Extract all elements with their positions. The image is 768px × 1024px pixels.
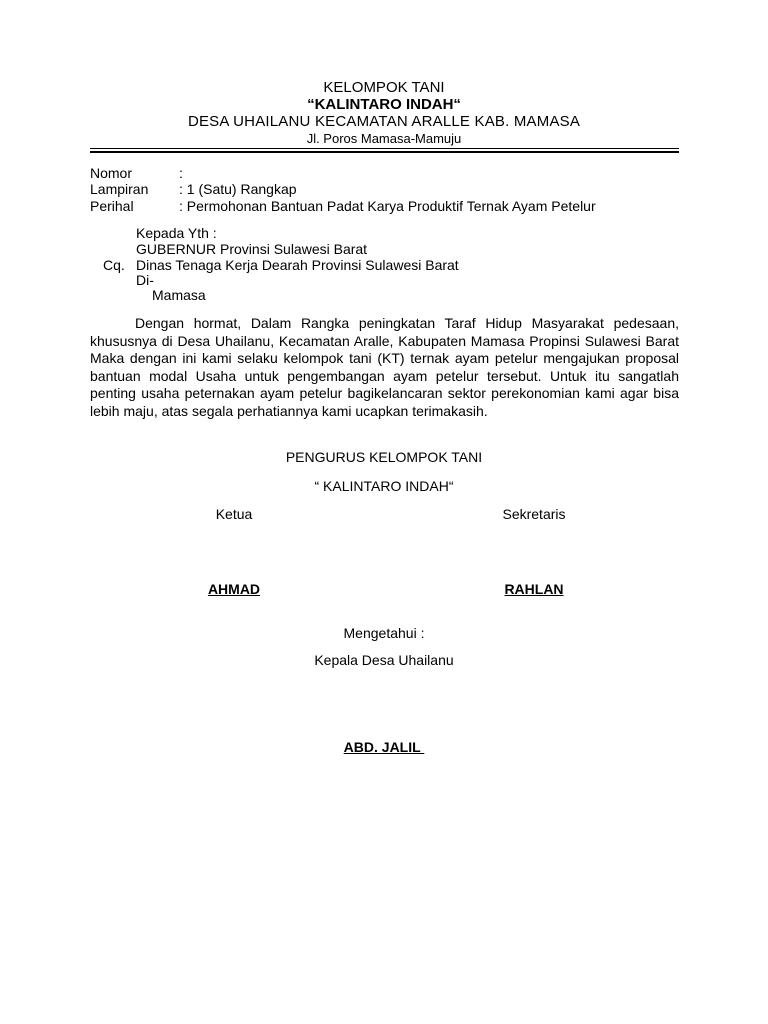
ketua-role: Ketua — [215, 506, 253, 522]
recipient-agency: Dinas Tenaga Kerja Dearah Provinsi Sulawesi Barat — [136, 257, 459, 273]
lampiran-label: Lampiran — [90, 181, 149, 197]
ketua-name: AHMAD — [207, 581, 261, 597]
recipient-governor: GUBERNUR Provinsi Sulawesi Barat — [136, 241, 368, 257]
closing-heading: PENGURUS KELOMPOK TANI — [285, 449, 483, 465]
letterhead-title: KELOMPOK TANI — [323, 79, 445, 96]
closing-group-name: “ KALINTARO INDAH“ — [314, 478, 454, 494]
acknowledged-label: Mengetahui : — [343, 625, 425, 641]
recipient-di: Di- — [136, 272, 154, 288]
lampiran-value: : 1 (Satu) Rangkap — [179, 181, 297, 197]
perihal-value: : Permohonan Bantuan Padat Karya Produktif Ternak Ayam Petelur — [179, 198, 596, 214]
recipient-city: Mamasa — [152, 287, 206, 303]
nomor-value: : — [179, 165, 183, 181]
village-head-role: Kepala Desa Uhailanu — [314, 652, 454, 668]
nomor-label: Nomor — [90, 165, 133, 181]
letterhead-organization: DESA UHAILANU KECAMATAN ARALLE KAB. MAMASA — [187, 113, 581, 130]
sekretaris-name: RAHLAN — [504, 581, 564, 597]
letterhead-divider-thin — [90, 148, 679, 149]
letterhead-divider-thick — [90, 151, 679, 153]
sekretaris-role: Sekretaris — [502, 506, 566, 522]
letterhead-group-name: “KALINTARO INDAH“ — [307, 96, 461, 113]
village-head-name: ABD. JALIL — [343, 739, 425, 755]
letterhead-address: Jl. Poros Mamasa-Mamuju — [306, 131, 462, 146]
recipient-salutation: Kepada Yth : — [136, 225, 217, 241]
letter-body-paragraph: Dengan hormat, Dalam Rangka peningkatan Taraf Hidup Masyarakat pedesaan, khususnya di Desa Uhailanu, Kecamatan Aralle, Kabupaten Mamasa Propinsi Sulawesi Barat Maka dengan ini kami selaku kelompok tani (KT) ternak ayam petelur mengajukan proposal bantuan modal Usaha untuk pengembangan ayam petelur tersebut. Untuk itu sangatlah penting usaha peternakan ayam petelur bagikelancaran sektor perekonomian kami agar bisa lebih maju, atas segala perhatiannya kami ucapkan terimakasih. — [90, 315, 679, 419]
perihal-label: Perihal — [90, 198, 134, 214]
recipient-cq-label: Cq. — [103, 257, 125, 273]
